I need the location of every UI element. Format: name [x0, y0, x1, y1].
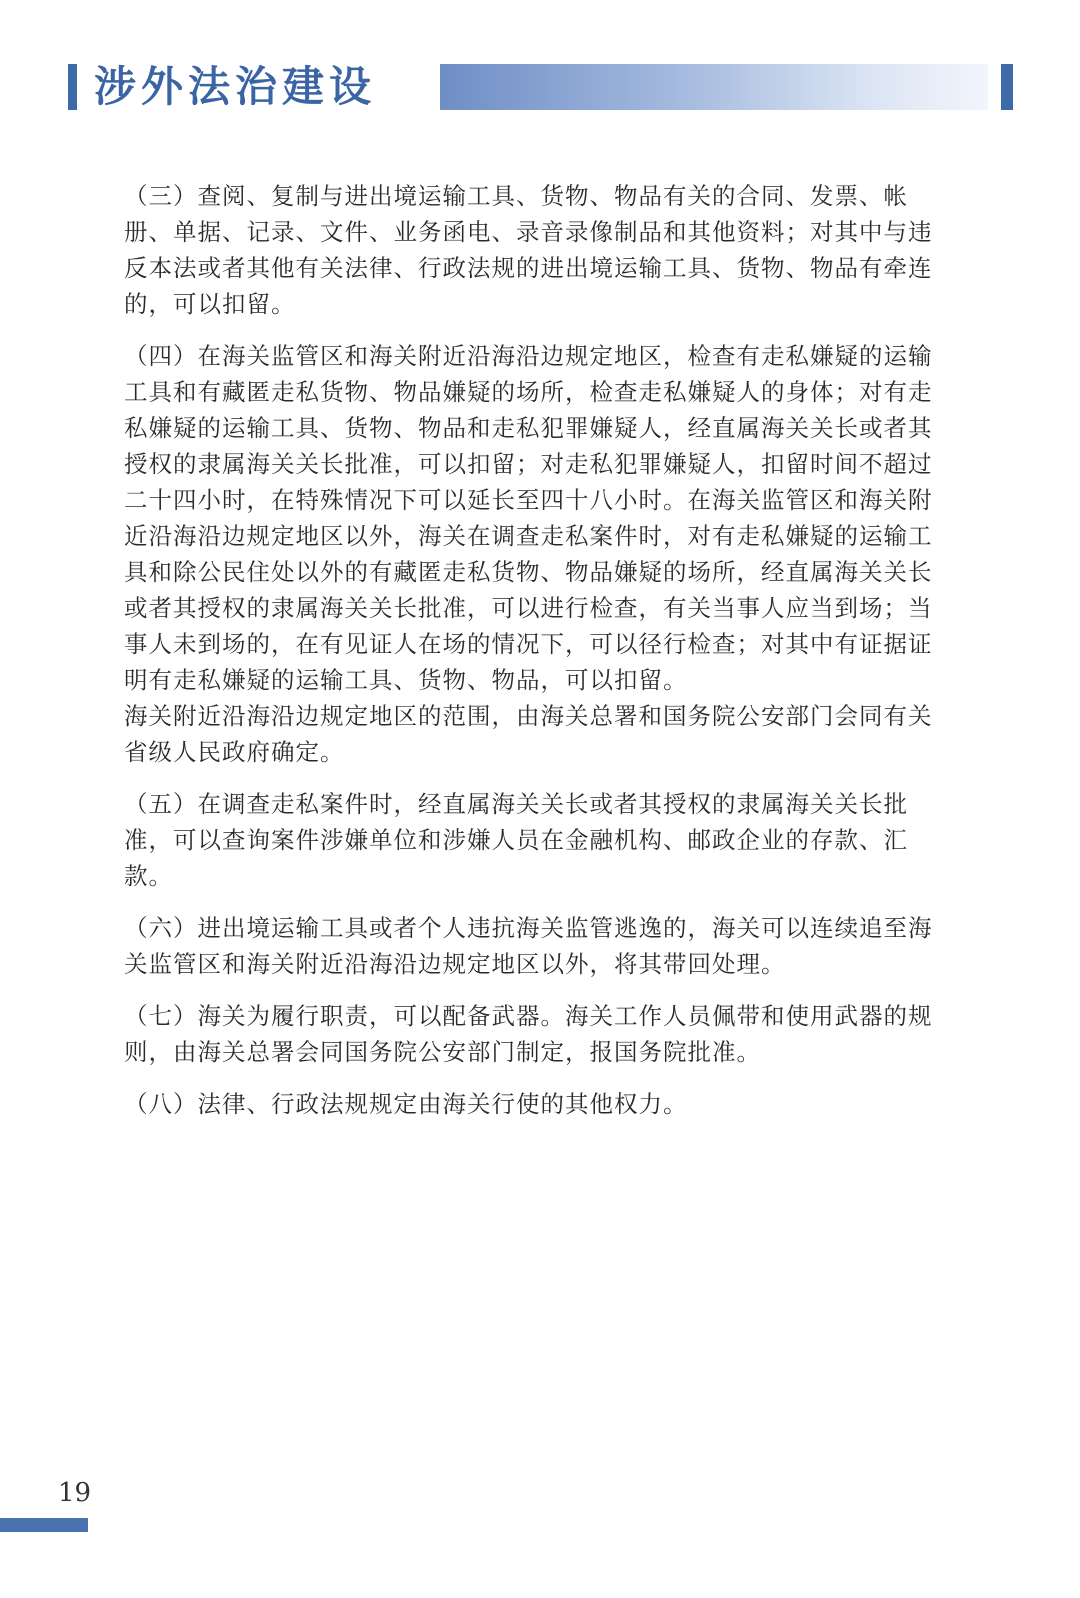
paragraph-item-6: （六）进出境运输工具或者个人违抗海关监管逃逸的，海关可以连续追至海关监管区和海关附近沿海沿边规定地区以外，将其带回处理。 — [124, 914, 933, 978]
header-accent-bar-right — [1001, 64, 1013, 110]
paragraph-item-4-note: 海关附近沿海沿边规定地区的范围，由海关总署和国务院公安部门会同有关省级人民政府确定。 — [124, 702, 933, 766]
body-text — [124, 178, 944, 1138]
paragraph-item-7: （七）海关为履行职责，可以配备武器。海关工作人员佩带和使用武器的规则，由海关总署会同国务院公安部门制定，报国务院批准。 — [124, 1002, 933, 1066]
page-number: 19 — [58, 1478, 92, 1508]
header-accent-bar-left — [68, 64, 77, 110]
footer-accent-bar — [0, 1518, 88, 1532]
section-title: 涉外法治建设 — [94, 62, 377, 111]
paragraph-item-3: （三）查阅、复制与进出境运输工具、货物、物品有关的合同、发票、帐册、单据、记录、文件、业务函电、录音录像制品和其他资料；对其中与违反本法或者其他有关法律、行政法规的进出境运输工具、货物、物品有牵连的，可以扣留。 — [124, 182, 933, 318]
paragraph-item-8: （八）法律、行政法规规定由海关行使的其他权力。 — [124, 1090, 688, 1118]
section-header — [68, 62, 1013, 112]
paragraph-item-4: （四）在海关监管区和海关附近沿海沿边规定地区，检查有走私嫌疑的运输工具和有藏匿走私货物、物品嫌疑的场所，检查走私嫌疑人的身体；对有走私嫌疑的运输工具、货物、物品和走私犯罪嫌疑人，经直属海关关长或者其授权的隶属海关关长批准，可以扣留；对走私犯罪嫌疑人，扣留时间不超过二十四小时，在特殊情况下可以延长至四十八小时。在海关监管区和海关附近沿海沿边规定地区以外，海关在调查走私案件时，对有走私嫌疑的运输工具和除公民住处以外的有藏匿走私货物、物品嫌疑的场所，经直属海关关长或者其授权的隶属海关关长批准，可以进行检查，有关当事人应当到场；当事人未到场的，在有见证人在场的情况下，可以径行检查；对其中有证据证明有走私嫌疑的运输工具、货物、物品，可以扣留。 — [124, 342, 933, 694]
header-gradient-band — [440, 64, 988, 110]
paragraph-item-5: （五）在调查走私案件时，经直属海关关长或者其授权的隶属海关关长批准，可以查询案件涉嫌单位和涉嫌人员在金融机构、邮政企业的存款、汇款。 — [124, 790, 908, 890]
